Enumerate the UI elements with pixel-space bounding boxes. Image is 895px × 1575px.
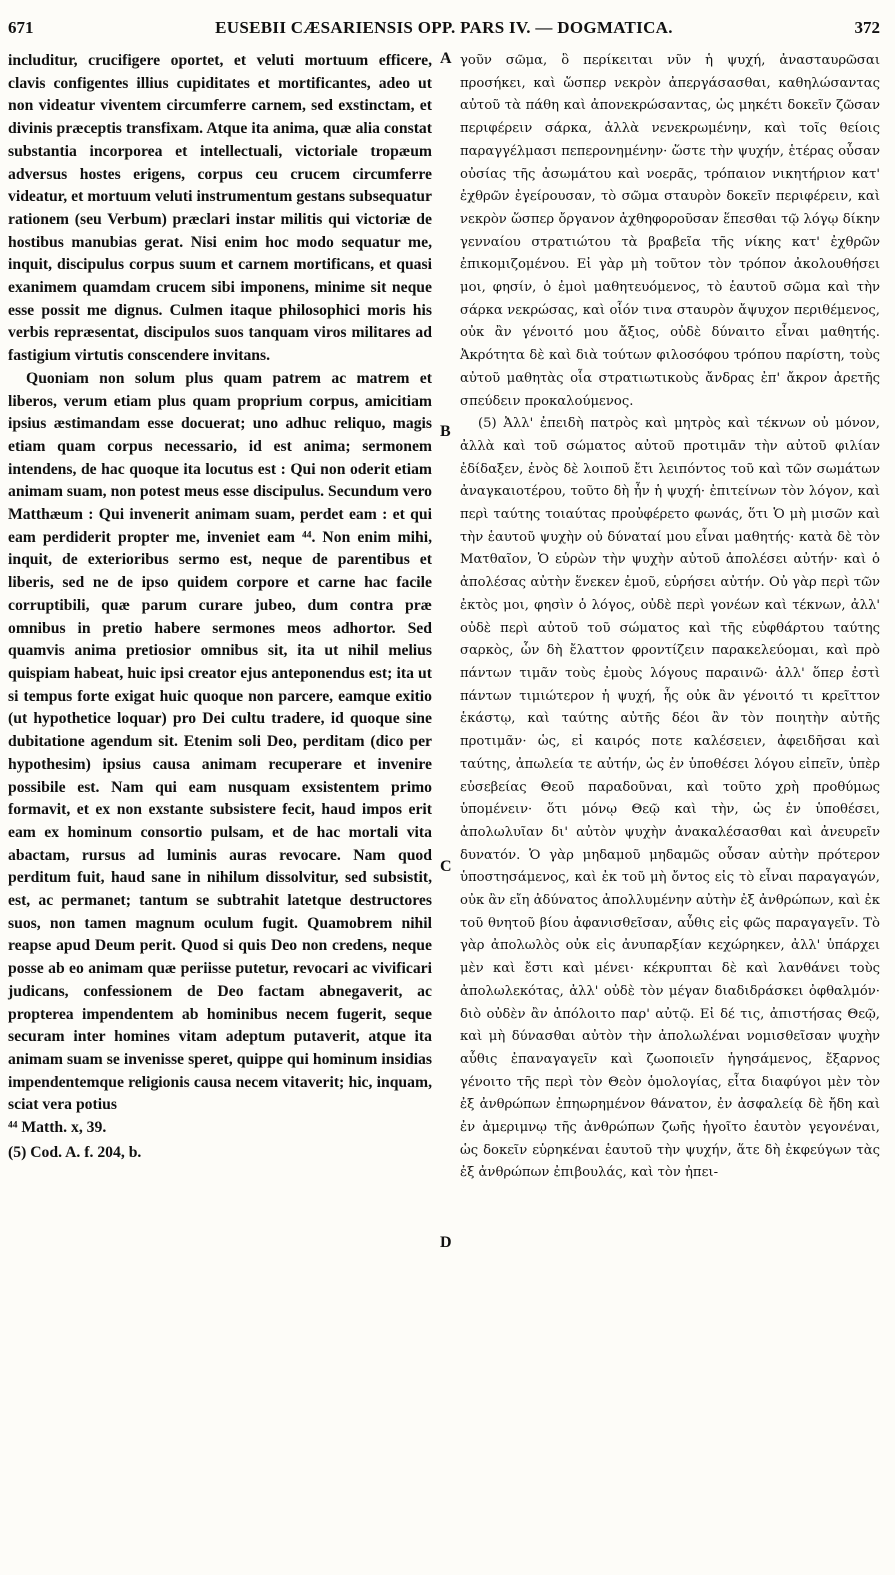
greek-paragraph-2: (5) Ἀλλ' ἐπειδὴ πατρὸς καὶ μητρὸς καὶ τέκνων οὐ μόνον, ἀλλὰ καὶ τοῦ σώματος αὐτοῦ προτιμᾶν τὴν αὐτοῦ φιλίαν ἐδίδαξεν, ἑνὸς δὲ λοιποῦ ἔτι λειπόντος τοῦ καὶ τῶν σωμάτων ἀναγκαιοτέρου, τοῦτο δὴ ἦν ἡ ψυχή· ἐπιτείνων τὸν λόγον, καὶ περὶ ταύτης τοιαύτας προὐφέρετο φωνάς, ὅτι Ὁ μὴ μισῶν καὶ τὴν ἑαυτοῦ ψυχὴν οὐ δύναταί μου εἶναι μαθητής· κατὰ δὲ τὸν Ματθαῖον, Ὁ εὑρὼν τὴν ψυχὴν αὐτοῦ ἀπολέσει αὐτήν· καὶ ὁ ἀπολέσας αὐτὴν ἕνεκεν ἐμοῦ, εὑρήσει αὐτήν. Οὐ γὰρ περὶ τῶν ἐκτὸς μοι, φησὶν ὁ λόγος, οὐδὲ περὶ γονέων καὶ τέκνων, ἀλλ' οὐδὲ περὶ αὐτοῦ τοῦ σώματος καὶ τῆς εὐφθάρτου ταύτης σαρκὸς, ὧν δὴ ἔλαττον φροντίζειν παρακελεύομαι, καὶ πρὸ πάντων τιμᾶν τοὺς ἐμοὺς λόγους παραινῶ· ἀλλ' ὅπερ ἐστὶ πάντων τιμιώτερον ἡ ψυχή, ἧς οὐκ ἂν γένοιτό τι κρεῖττον ἑκάστῳ, καὶ ταύτης αὐτῆς δέοι ἂν τὸν ποιητὴν αὐτῆς προτιμᾶν· ὡς, εἰ καιρός ποτε καλέσειεν, ἀφειδῆσαι καὶ ταύτης, ἀπωλεία τε αὐτήν, ὡς ἐν ὑποθέσει λόγου εἰπεῖν, ὑπὲρ εὐσεβείας Θεοῦ παραδοῦναι, καὶ τοῦτο χρὴ προθύμως ὑπομένειν· ὅτι μόνῳ Θεῷ καὶ τὴν, ὡς ἐν ὑποθέσει, ἀπολωλυῖαν δι' αὐτὸν ψυχὴν ἀνακαλέσασθαι καὶ ἀνευρεῖν δυνατόν. Ὁ γὰρ μηδαμοῦ μηδαμῶς οὖσαν αὐτὴν πρότερον ὑποστησάμενος, καὶ ἐκ τοῦ μὴ ὄντος εἰς τὸ εἶναι παραγαγών, οὐκ ἂν εἴη ἀδύνατος ἀπολλυμένην αὐτὴν ἐξ ἀνθρώπων, καὶ ἐκ τοῦ θνητοῦ βίου ἀφανισθεῖσαν, αὖθις εἰς φῶς παραγαγεῖν. Τὸ γὰρ ἀπολωλὸς οὐκ εἰς ἀνυπαρξίαν κεχώρηκεν, ἀλλ' ὑπάρχει μὲν καὶ ἔστι καὶ μένει· κέκρυπται δὲ καὶ λανθάνει τοὺς ἀπολωλεκότας, ἀλλ' οὐδὲ τὸν μέγαν διαδιδράσκει ὀφθαλμόν· διὸ οὐδὲν ἂν ἀπόλοιτο παρ' αὐτῷ. Εἰ δέ τις, ἀπιστήσας Θεῷ, καὶ μὴ δύνασθαι αὐτὸν τὴν ἀπολωλέναι νομισθεῖσαν ψυχὴν αὖθις ἐπαναγαγεῖν καὶ ζωοποιεῖν ἡγησάμενος, ἔξαρνος γένοιτο τῆς περὶ τὸν Θεὸν ὁμολογίας, εἶτα διαφύγοι μὲν τὸν ἐξ ἀνθρώπων ἐπηωρημένον θάνατον, ἐν ἀσφαλείᾳ δὲ ἤδη καὶ ἐν ἀμεριμνῳ τῆς ἀνθρώπων ζωῆς ἡγοῖτο ἑαυτὸν γεγονέναι, ὡς δοκεῖν εὑρηκέναι ἑαυτοῦ τὴν ψυχήν, ἅτε δὴ ἐκφεύγων τὰς ἐξ ἀνθρώπων ἐπιβουλάς, καὶ τὸν ἠπει- <box>460 416 880 1181</box>
latin-paragraph-2: Quoniam non solum plus quam patrem ac matrem et liberos, verum etiam plus quam proprium corpus, amicitiam ipsius æstimandam esse docuerat; uno adhuc reliquo, magis etiam quam corpus necessario, id est anima; sermonem intendens, de hac quoque ita locutus est : Qui non oderit etiam animam suam, non potest meus esse discipulus. Secundum vero Matthæum : Qui invenerit animam suam, perdet eam : et qui eam perdiderit propter me, inveniet eam ⁴⁴. Non enim mihi, inquit, de exterioribus sermo est, neque de parentibus et liberis, sed ne de ipso quidem corpore et carne hac facile corruptibili, quæ parum curare jubeo, dum contra præ omnibus in pretio habere sermones meos adhortor. Sed quamvis anima pretiosior omnibus sit, ita ut nihil melius quispiam habeat, huic ipsi creator ejus anteponendus est; ita ut si tempus forte exigat huic quoque non parcere, eamque exitio (ut hypothetice loquar) pro Dei cultu tradere, id quoque sine dubitatione agendum sit. Etenim soli Deo, perditam (dico per hypothesim) ipsius causa animam recuperare et invenire possibile est. Nam qui eam nusquam exsistentem primo formavit, et ex non exstante subsistere fecit, haud impos erit eam ex hominum consortio pulsam, et de hac mortali vita abactam, rursus ad luminis auras revocare. Nam quod perditum fuit, haud sane in nihilum dissolvitur, sed subsistit, est, ac permanet; tantum se subtrahit latetque destructores suos, non tamen magnum oculum fugit. Quamobrem nihil reapse apud Deum perit. Quod si quis Deo non credens, neque posse ab eo animam quæ periisse putetur, revocari ac vivificari judicans, confessionem de Deo factam abnegaverit, ac propterea impendentem ab hominibus necem fugerit, seque securam inter homines vitam adeptum putaverit, atque ita animam suam se invenisse speret, quippe qui hominum insidias impendentemque religionis causa necem vitaverit; hic, inquam, sciat vera potius <box>8 369 432 1114</box>
margin-marker-d: D <box>440 1234 452 1251</box>
running-head-title: EUSEBII CÆSARIENSIS OPP. PARS IV. — DOGMATICA. <box>215 18 673 37</box>
greek-paragraph-1: γοῦν σῶμα, ὃ περίκειται νῦν ἡ ψυχή, ἀνασταυρῶσαι προσήκει, καὶ ὥσπερ νεκρὸν ἀπεργάσασθαι, καθηλώσαντας αὐτοῦ τὰ πάθη καὶ ἀπονεκρώσαντας, ὡς μηκέτι δοκεῖν ζῶσαν περιφέρειν σάρκα, ἀλλὰ νενεκρωμένην, καὶ τοῖς θείοις παραγγέλμασι πεπερονημένην· ὥστε τὴν ψυχήν, ἑτέρας οὖσαν οὐσίας τῆς ἀσωμάτου καὶ νοερᾶς, τρόπαιον νικητήριον κατ' ἐχθρῶν ἐγείρουσαν, τὸ σῶμα σταυρὸν δοκεῖν περιφέρειν, καὶ νεκρὸν ὥσπερ ὄργανον ἀχθηφοροῦσαν ἕπεσθαι τῷ λόγῳ δίκην γενναίου στρατιώτου τὰ βραβεῖα τῆς νίκης κατ' ἐχθρῶν ἐπικομιζομένου. Εἰ γὰρ μὴ τοῦτον τὸν τρόπον ἀκολουθήσει μοι, φησίν, ὁ ἐμοὶ μαθητευόμενος, τὸ ἑαυτοῦ σῶμα καὶ τὴν σάρκα νεκρώσας, καὶ οἷόν τινα σταυρὸν ἄψυχον περιθέμενος, οὐκ ἂν γένοιτό μου ἄξιος, οὐδὲ δύναιτο εἶναι μαθητής. Ἀκρότητα δὲ καὶ διὰ τούτων φιλοσόφου τρόπου παρίστη, τοὺς αὐτοῦ μαθητὰς οἷα στρατιωτικοὺς ἄνδρας ἐπ' ἄκρον ἀρετῆς σπεύδειν προκαλούμενος. <box>460 53 880 409</box>
margin-marker-b: B <box>440 423 451 440</box>
latin-column <box>8 50 432 1164</box>
greek-column <box>460 50 880 1185</box>
page-number-left: 671 <box>8 18 34 37</box>
page-number-right: 372 <box>854 18 880 37</box>
margin-marker-a: A <box>440 50 452 67</box>
running-header <box>8 18 880 44</box>
footnote-codex: (5) Cod. A. f. 204, b. <box>8 1143 142 1161</box>
margin-marker-c: C <box>440 858 452 875</box>
latin-paragraph-1: includitur, crucifigere oportet, et veluti mortuum efficere, clavis configentes illius cupiditates et mortificantes, adeo ut non videatur viventem circumferre carnem, sed exstinctam, et divinis præceptis transfixam. Atque ita anima, quæ alia constat substantia incorporea et intellectuali, victoriale tropæum adversus hostes erigens, corpus ceu crucem circumferre videatur, et mortuum veluti instrumentum gestans subsequatur rationem (seu Verbum) præclari instar militis qui victoriæ de hostibus manubias gerat. Nisi enim hoc modo sequatur me, inquit, discipulus corpus suum et carnem mortificans, et quasi exanimem quamdam crucem sibi imponens, minime sit neque esse possit me dignus. Culmen itaque philosophici moris his verbis repræsentat, discipulos suos tanquam viros militares ad fastigium virtutis conscendere invitans. <box>8 52 432 365</box>
footnote-matthew: ⁴⁴ Matth. x, 39. <box>8 1119 107 1137</box>
